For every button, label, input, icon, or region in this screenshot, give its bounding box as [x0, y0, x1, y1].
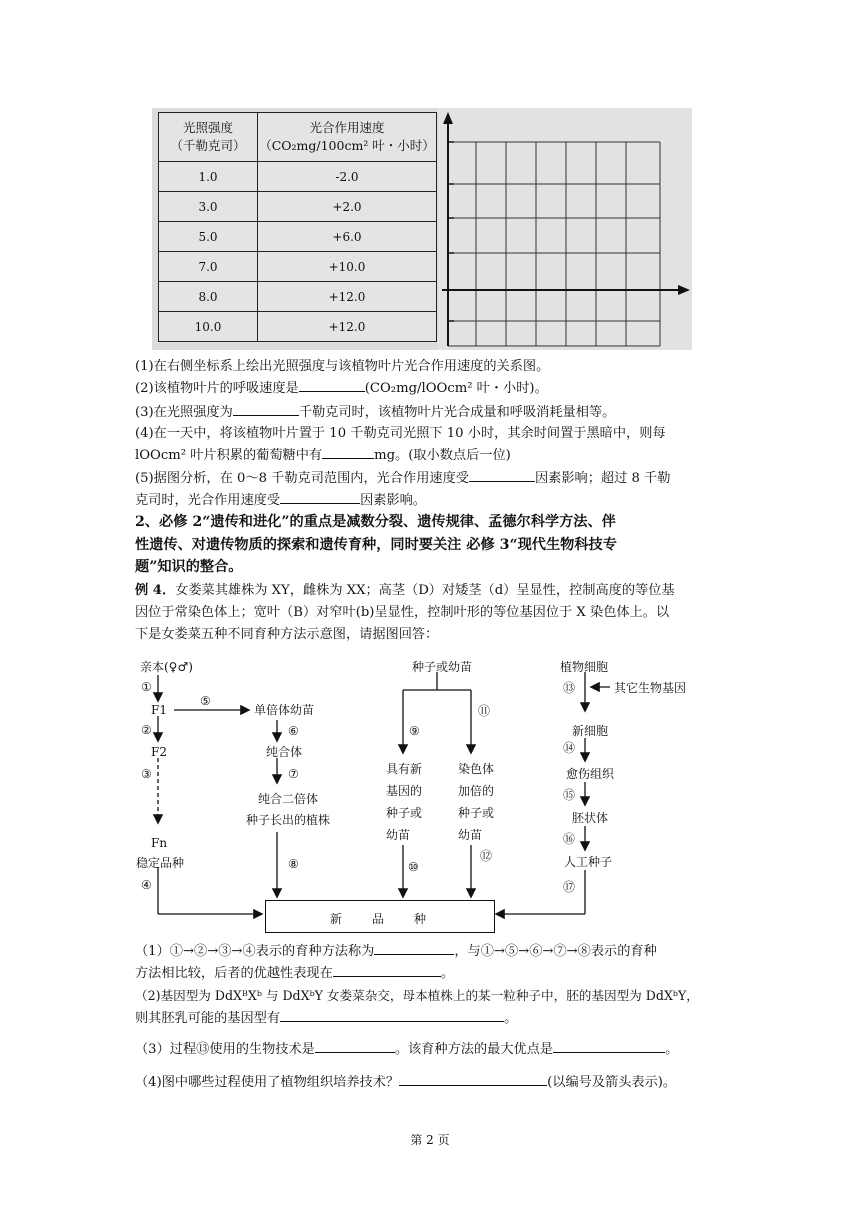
step-12: ⑫	[480, 849, 493, 863]
diagram-callus: 愈伤组织	[566, 767, 615, 781]
table-row: 5.0 +6.0	[159, 222, 437, 252]
diagram-haploid: 单倍体幼苗	[254, 703, 315, 717]
step-3: ③	[141, 767, 152, 781]
diagram-homozygous: 纯合体	[266, 745, 303, 759]
example4-line3: 下是女娄菜五种不同育种方法示意图，请据图回答：	[135, 627, 439, 642]
diagram-embryoid: 胚状体	[572, 811, 609, 825]
example4-line1: 例 4．女娄菜其雄株为 XY，雌株为 XX；高茎（D）对矮茎（d）呈显性，控制高度的等位基	[135, 583, 675, 598]
diagram-f1: F1	[151, 703, 167, 717]
question-a4-cont: lOOcm² 叶片积累的葡萄糖中有 mg。(取小数点后一位)	[135, 444, 730, 466]
page-number: 第 2 页	[410, 1133, 450, 1147]
table-row: 1.0 -2.0	[159, 162, 437, 192]
diagram-doubled-2: 加倍的	[458, 784, 495, 798]
diagram-newgene-2: 基因的	[386, 784, 423, 798]
diagram-doubled-3: 种子或	[458, 806, 495, 820]
question-b1: （1）①→②→③→④表示的育种方法称为 ，与①→⑤→⑥→⑦→⑧表示的育种	[135, 940, 730, 962]
diagram-parents: 亲本(♀♂)	[140, 660, 193, 674]
question-b2-cont: 则其胚乳可能的基因型有 。	[135, 1007, 730, 1029]
step-10: ⑩	[408, 860, 419, 874]
step-15: ⑮	[563, 788, 576, 802]
section2-line2: 性遗传、对遗传物质的探索和遗传育种，同时要关注 必修 3“现代生物科技专	[135, 537, 617, 553]
new-variety-label: 新 品 种	[329, 912, 428, 926]
question-b2: （2)基因型为 DdXᴮXᵇ 与 DdXᵇY 女娄菜杂交，母本植株上的某一粒种子中，胚的基因型为 DdXᵇY，	[135, 988, 699, 1003]
question-a4: (4)在一天中，将该植物叶片置于 10 千勒克司光照下 10 小时，其余时间置于黑暗中，则每	[135, 426, 666, 441]
table-row: 8.0 +12.0	[159, 282, 437, 312]
table-row: 7.0 +10.0	[159, 252, 437, 282]
step-2: ②	[141, 723, 152, 737]
diagram-doubled-4: 幼苗	[458, 828, 483, 842]
table-header-light: 光照强度 （千勒克司）	[159, 113, 258, 162]
diagram-seed: 种子或幼苗	[412, 660, 473, 674]
step-14: ⑭	[563, 741, 576, 755]
diagram-newcell: 新细胞	[572, 724, 609, 738]
step-17: ⑰	[563, 880, 576, 894]
section2-line3: 题”知识的整合。	[135, 559, 243, 575]
diagram-newgene-3: 种子或	[386, 806, 423, 820]
step-1: ①	[141, 680, 152, 694]
step-9: ⑨	[409, 724, 420, 738]
question-a1: (1)在右侧坐标系上绘出光照强度与该植物叶片光合作用速度的关系图。	[135, 359, 550, 374]
diagram-diploid-plant: 种子长出的植株	[246, 813, 331, 827]
example4-line2: 因位于常染色体上；宽叶（B）对窄叶(b)呈显性，控制叶形的等位基因位于 X 染色体上。以	[135, 605, 670, 620]
step-7: ⑦	[288, 767, 299, 781]
diagram-othergene: 其它生物基因	[614, 681, 687, 695]
question-a5: (5)据图分析，在 0～8 千勒克司范围内，光合作用速度受 因素影响；超过 8 千勒	[135, 467, 730, 489]
diagram-newgene-4: 幼苗	[386, 828, 411, 842]
diagram-doubled-1: 染色体	[458, 762, 495, 776]
diagram-f2: F2	[151, 745, 167, 759]
step-13: ⑬	[563, 681, 576, 695]
table-header-rate: 光合作用速度 （CO₂mg/100cm² 叶・小时）	[258, 113, 437, 162]
question-b1-cont: 方法相比较，后者的优越性表现在 。	[135, 962, 730, 984]
question-a2: (2)该植物叶片的呼吸速度是 (CO₂mg/lOOcm² 叶・小时)。	[135, 377, 730, 399]
diagram-stable: 稳定品种	[136, 856, 185, 870]
section2-line1: 2、必修 2“遗传和进化”的重点是减数分裂、遗传规律、孟德尔科学方法、伴	[135, 514, 616, 530]
diagram-diploid: 纯合二倍体	[258, 792, 319, 806]
table-row: 3.0 +2.0	[159, 192, 437, 222]
table-row: 10.0 +12.0	[159, 312, 437, 342]
question-a3: (3)在光照强度为 千勒克司时，该植物叶片光合成量和呼吸消耗量相等。	[135, 401, 730, 423]
step-8: ⑧	[288, 857, 299, 871]
diagram-fn: Fn	[151, 836, 168, 850]
step-4: ④	[141, 878, 152, 892]
question-b4: （4)图中哪些过程使用了植物组织培养技术？ (以编号及箭头表示)。	[135, 1071, 730, 1093]
step-5: ⑤	[200, 694, 211, 708]
question-b3: （3）过程⑬使用的生物技术是 。该育种方法的最大优点是 。	[135, 1038, 730, 1060]
diagram-newgene-1: 具有新	[386, 762, 423, 776]
step-6: ⑥	[288, 724, 299, 738]
diagram-artseed: 人工种子	[564, 855, 613, 869]
question-a5-cont: 克司时，光合作用速度受 因素影响。	[135, 489, 730, 511]
diagram-plantcell: 植物细胞	[560, 660, 609, 674]
step-11: ⑪	[478, 704, 491, 718]
step-16: ⑯	[563, 832, 576, 846]
